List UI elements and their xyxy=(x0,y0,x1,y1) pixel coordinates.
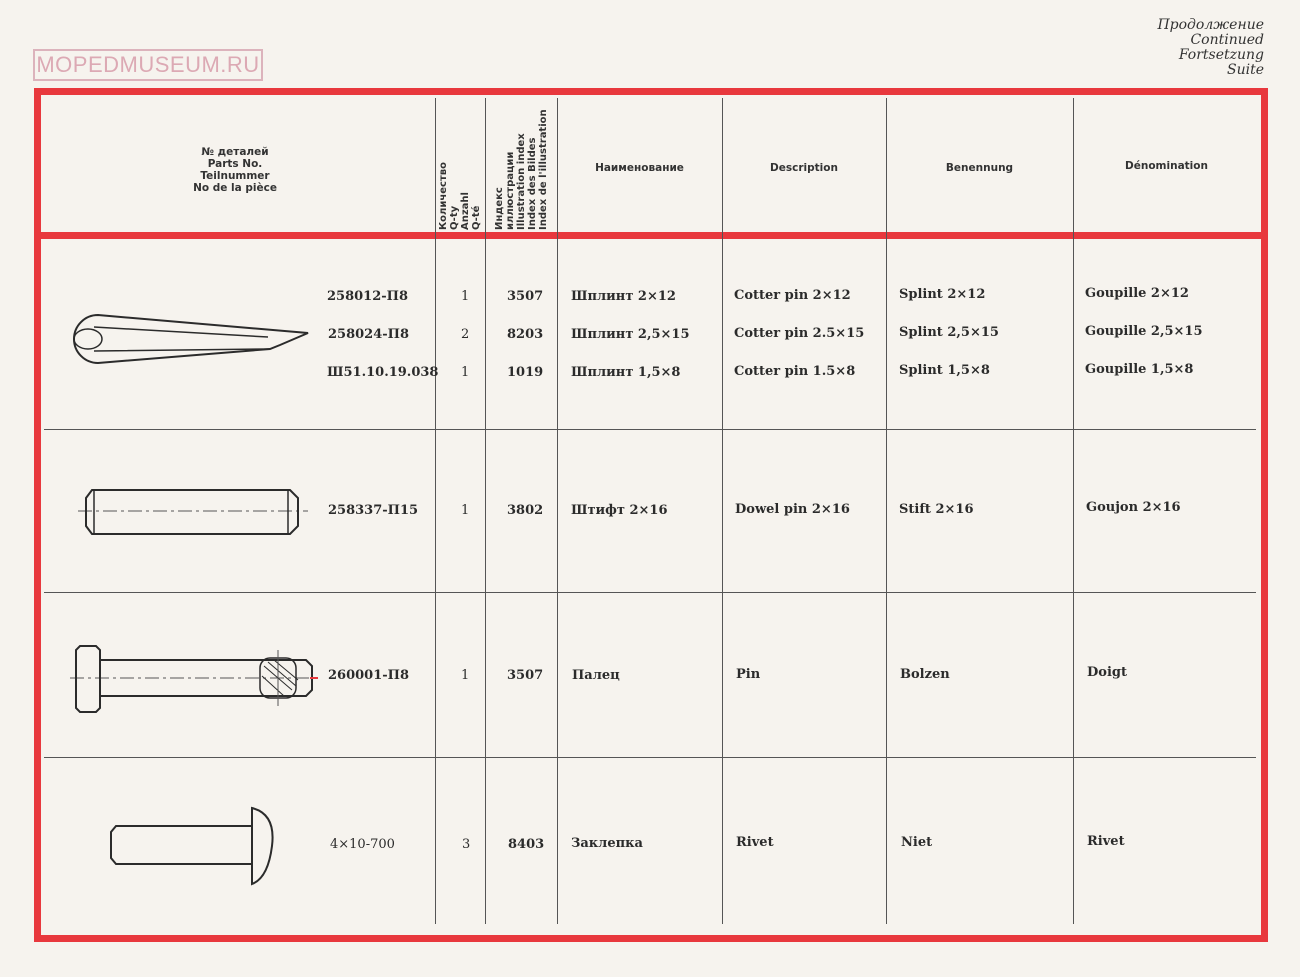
quantity: 3 xyxy=(462,837,471,852)
denomination: Doigt xyxy=(1087,665,1127,680)
name-ru: Палец xyxy=(572,668,620,683)
description: Dowel pin 2×16 xyxy=(735,502,850,517)
denomination: Goupille 2×12 xyxy=(1085,286,1189,301)
rivet-icon xyxy=(106,806,276,886)
name-ru: Шплинт 2,5×15 xyxy=(571,327,690,342)
column-divider xyxy=(886,98,887,924)
description: Cotter pin 2.5×15 xyxy=(734,326,865,341)
name-ru: Шплинт 2×12 xyxy=(571,289,676,304)
dowel-pin-icon xyxy=(78,484,308,544)
denomination: Rivet xyxy=(1087,834,1125,849)
illustration-index: 3802 xyxy=(507,503,544,518)
benennung: Splint 1,5×8 xyxy=(899,363,990,378)
header-separator xyxy=(34,232,1268,239)
continued-de: Fortsetzung xyxy=(1178,47,1264,63)
header-parts-no-fr: No de la pièce xyxy=(193,182,277,194)
continued-note xyxy=(1157,18,1264,78)
continued-en: Continued xyxy=(1190,32,1264,48)
denomination: Goujon 2×16 xyxy=(1086,500,1181,515)
header-name-ru: Наименование xyxy=(595,162,684,174)
header-qty-en: Q-ty xyxy=(449,205,460,230)
denomination: Goupille 2,5×15 xyxy=(1085,324,1203,339)
header-index-fr: Index de l'illustration xyxy=(538,109,549,230)
row-divider xyxy=(44,592,1256,593)
header-qty-fr: Q-té xyxy=(471,205,482,230)
continued-ru: Продолжение xyxy=(1157,17,1264,33)
description: Cotter pin 2×12 xyxy=(734,288,851,303)
header-benennung: Benennung xyxy=(945,162,1014,174)
part-number: 4×10-700 xyxy=(330,837,395,852)
description: Cotter pin 1.5×8 xyxy=(734,364,856,379)
header-parts-no-en: Parts No. xyxy=(207,158,263,170)
watermark: MOPEDMUSEUM.RU xyxy=(33,49,263,81)
header-index-de: Index des Bildes xyxy=(527,137,538,230)
part-number: 258024-П8 xyxy=(328,327,409,342)
quantity: 1 xyxy=(461,668,470,683)
header-parts-no-ru: № деталей xyxy=(201,146,269,158)
header-index xyxy=(494,100,549,230)
illustration-index: 3507 xyxy=(507,289,544,304)
column-divider xyxy=(485,98,486,924)
benennung: Niet xyxy=(901,835,933,850)
header-index-ru-2: иллюстрации xyxy=(505,151,516,230)
part-number: 260001-П8 xyxy=(328,668,409,683)
benennung: Bolzen xyxy=(900,667,950,682)
row-divider xyxy=(44,429,1256,430)
benennung: Stift 2×16 xyxy=(899,502,974,517)
quantity: 2 xyxy=(461,327,470,342)
column-divider xyxy=(557,98,558,924)
quantity: 1 xyxy=(461,289,470,304)
name-ru: Шплинт 1,5×8 xyxy=(571,365,681,380)
part-number: 258012-П8 xyxy=(327,289,408,304)
name-ru: Заклепка xyxy=(571,836,643,851)
description: Pin xyxy=(736,667,761,682)
name-ru: Штифт 2×16 xyxy=(571,503,668,518)
continued-fr: Suite xyxy=(1227,62,1264,78)
row-divider xyxy=(44,757,1256,758)
denomination: Goupille 1,5×8 xyxy=(1085,362,1194,377)
clevis-pin-icon xyxy=(70,642,320,716)
description: Rivet xyxy=(736,835,774,850)
benennung: Splint 2×12 xyxy=(899,287,986,302)
illustration-index: 8403 xyxy=(508,837,545,852)
cotter-pin-icon xyxy=(58,305,320,375)
header-description: Description xyxy=(770,162,838,174)
illustration-index: 3507 xyxy=(507,668,544,683)
illustration-index: 1019 xyxy=(507,365,544,380)
header-parts-no xyxy=(160,146,310,194)
column-divider xyxy=(722,98,723,924)
benennung: Splint 2,5×15 xyxy=(899,325,999,340)
part-number: 258337-П15 xyxy=(328,503,419,518)
column-divider xyxy=(435,98,436,924)
header-qty-de: Anzahl xyxy=(460,192,471,230)
header-parts-no-de: Teilnummer xyxy=(200,170,270,182)
part-number: Ш51.10.19.038 xyxy=(327,365,439,380)
column-divider xyxy=(1073,98,1074,924)
quantity: 1 xyxy=(461,503,470,518)
quantity: 1 xyxy=(461,365,470,380)
header-index-en: Illustration index xyxy=(516,133,527,230)
header-qty xyxy=(438,130,482,230)
header-index-ru-1: Индекс xyxy=(494,187,505,230)
illustration-index: 8203 xyxy=(507,327,544,342)
header-denomination: Dénomination xyxy=(1125,160,1208,172)
header-qty-ru: Количество xyxy=(438,162,449,230)
